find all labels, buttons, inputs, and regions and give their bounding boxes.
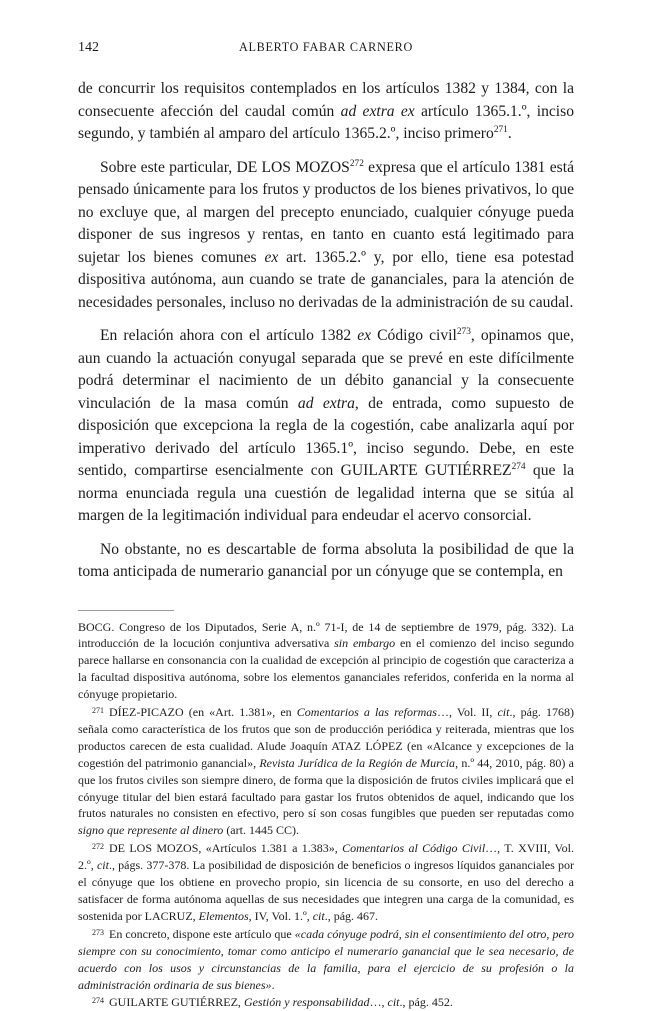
running-head: ALBERTO FABAR CARNERO [78, 40, 574, 55]
italic-run: cit [97, 858, 109, 872]
footnote-271 [78, 703, 574, 839]
text-run: …, Vol. II, [437, 705, 498, 719]
body-paragraph-4 [78, 539, 574, 584]
footnote-separator [78, 610, 174, 611]
italic-run: ex [357, 327, 371, 344]
italic-run: Elementos [199, 909, 249, 923]
footnote-274 [78, 993, 574, 1011]
page-number: 142 [78, 40, 99, 56]
text-run: que la norma enunciada regula una cuestión de legalidad interna que se sitúa al margen de la legitimación individual para endeudar el acervo consorcial. [78, 462, 574, 524]
text-run: , de entrada, como supuesto de disposición que excepciona la regla de la cogestión, cabe analizarla aquí por imperativo derivado del artículo 1365.1º, inciso segundo. Debe, en este sentido, compartirse esencialmente con GUILARTE GUTIÉRREZ [78, 395, 574, 480]
text-run: de concurrir los requisitos contemplados en los artículos 1382 y 1384, con la consecuente afección del caudal común [78, 80, 574, 120]
italic-run: «cada cónyuge podrá, sin el consentimiento del otro, pero siempre con su conocimiento, tomar como anticipo el numerario ganancial que le sea necesario, de acuerdo con los usos y circunstancias de la familia, para el ejercicio de su profesión o la administración ordinaria de sus bienes» [78, 927, 574, 992]
footnote-272 [78, 839, 574, 925]
body-paragraph-1 [78, 78, 574, 146]
text-run: en el comienzo del inciso segundo parece hallarse en consonancia con la cualidad de excepción al principio de cogestión que caracteriza a la facultad dispositiva autónoma, sobre los elementos gananciales referidos, conferida en la norma al cónyuge propietario. [78, 636, 574, 701]
italic-run: Revista Jurídica de la Región de Murcia [259, 756, 455, 770]
italic-run: cit [497, 705, 509, 719]
text-run: ., pág. 467. [325, 909, 378, 923]
text-run: (art. 1445 CC). [223, 823, 299, 837]
text-run: No obstante, no es descartable de forma absoluta la posibilidad de que la toma anticipada de numerario ganancial por un cónyuge que se contempla, en [78, 541, 574, 581]
text-run: art. 1365.2.º y, por ello, tiene esa potestad dispositiva autónoma, aun cuando se trate de gananciales, para la atención de necesidades personales, incluso no derivadas de la administración de su caudal. [78, 249, 574, 311]
footnote-ref-272[interactable]: 272 [350, 158, 364, 168]
text-run: En relación ahora con el artículo 1382 [100, 327, 357, 344]
footnote-number: 274 [92, 996, 104, 1005]
footnote-273 [78, 925, 574, 994]
text-run: , IV, Vol. 1.º, [249, 909, 313, 923]
body-text [78, 78, 574, 584]
italic-run: Comentarios a las reformas [297, 705, 437, 719]
text-run: artículo 1365.1.º, inciso segundo, y también al amparo del artículo 1365.2.º, inciso primero [78, 103, 574, 143]
text-run: DE LOS MOZOS, «Artículos 1.381 a 1.383», [109, 841, 342, 855]
text-run: ., pág. 1768) señala como característica de los frutos que son de producción periódica y reiterada, mientras que los productos carecen de esta cualidad. Alude Joaquín ATAZ LÓPEZ (en «Alcance y excepciones de la cogestión del patrimonio ganancial», [78, 705, 574, 770]
footnote-number: 271 [92, 706, 104, 715]
italic-run: Gestión y responsabilidad [244, 995, 370, 1009]
text-run: BOCG. Congreso de los Diputados, Serie A, n.º 71-I, de 14 de septiembre de 1979, pág. 332). La introducción de la locución conjuntiva adversativa [78, 620, 574, 651]
body-paragraph-3 [78, 325, 574, 528]
text-run: …, [370, 995, 388, 1009]
italic-run: ex [264, 249, 278, 266]
text-run: ., págs. 377-378. La posibilidad de disposición de beneficios o ingresos líquidos gananciales por el cónyuge que los obtiene en provecho propio, sin licencia de su consorte, en uso del derecho a satisfacer de forma autónoma aquellas de sus necesidades que integren una carga de la comunidad, es sostenida por LACRUZ, [78, 858, 574, 923]
italic-run: ad extra [298, 395, 355, 412]
text-run: ., pág. 452. [400, 995, 453, 1009]
text-run: Sobre este particular, DE LOS MOZOS [100, 159, 350, 176]
text-run: GUILARTE GUTIÉRREZ, [109, 995, 244, 1009]
text-run: …, T. XVIII, Vol. 2.º, [78, 841, 574, 872]
text-run: DÍEZ-PICAZO (en «Art. 1.381», en [109, 705, 297, 719]
text-run: , n.º 44, 2010, pág. 80) a que los frutos civiles son siempre dinero, de forma que la disposición de frutos civiles implicará que el cónyuge titular del bien estará facultado para gastar los frutos obtenidos de aquel, indicando que los frutos naturales no consisten en efectivo, pero sí son cosas fungibles que pueden ser reputadas como [78, 756, 574, 821]
text-run: En concreto, dispone este artículo que [109, 927, 295, 941]
footnote-ref-274[interactable]: 274 [512, 462, 526, 472]
text-run: . [508, 125, 512, 142]
footnote-ref-271[interactable]: 271 [494, 125, 508, 135]
italic-run: Comentarios al Código Civil [342, 841, 485, 855]
footnote-number: 273 [92, 928, 104, 937]
footnote-ref-273[interactable]: 273 [457, 327, 471, 337]
italic-run: cit [388, 995, 400, 1009]
text-run: Código civil [371, 327, 457, 344]
italic-run: sin embargo [334, 636, 395, 650]
text-run: . [272, 978, 275, 992]
text-run: expresa que el artículo 1381 está pensado únicamente para los frutos y productos de los bienes privativos, lo que no excluye que, al margen del precepto enunciado, cualquier cónyuge pueda disponer de sus ingresos y rentas, en tanto en cuanto está legitimado para sujetar los bienes comunes [78, 159, 574, 266]
footnotes [78, 619, 574, 1011]
italic-run: cit [313, 909, 325, 923]
book-page [78, 0, 574, 1011]
body-paragraph-2 [78, 157, 574, 315]
italic-run: signo que represente al dinero [78, 823, 223, 837]
footnote-continuation [78, 619, 574, 704]
footnote-number: 272 [92, 842, 104, 851]
italic-run: ad extra ex [341, 103, 415, 120]
text-run: , opinamos que, aun cuando la actuación conyugal separada que se prevé en este difícilmente podrá determinar el nacimiento de un débito ganancial y la consecuente vinculación de la masa común [78, 327, 574, 412]
page-header [78, 0, 574, 58]
